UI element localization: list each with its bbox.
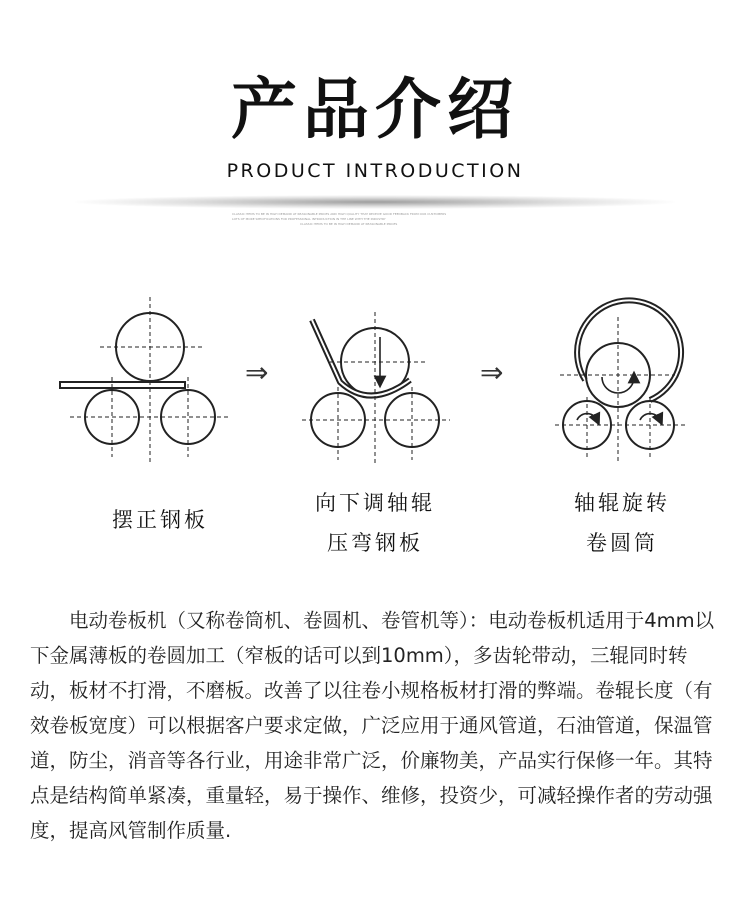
step1-steel-plate bbox=[60, 382, 185, 388]
step2-label-line1: 向下调轴辊 bbox=[315, 491, 435, 515]
fine-print-line-1: CLASSIC ITEMS TO BE IN HIGH DEMAND AT REASONABLE PRICES AND HIGH QUALITY THAT RECEIVE GOOD FEEDBACK FROM OUR CUSTOMERS bbox=[232, 212, 447, 216]
step1-rollers-diagram bbox=[60, 297, 230, 462]
arrow-2: ⇒ bbox=[480, 356, 504, 389]
fine-print-line-3: CLASSIC ITEMS TO BE IN HIGH DEMAND AT REASONABLE PRICES bbox=[300, 222, 398, 226]
step2-label-line2: 压弯钢板 bbox=[327, 531, 423, 555]
title-divider-shadow bbox=[75, 195, 675, 209]
step2-label bbox=[280, 486, 470, 560]
step3-label bbox=[527, 486, 717, 560]
step1-label bbox=[65, 503, 255, 537]
page-subtitle: PRODUCT INTRODUCTION bbox=[226, 160, 524, 182]
fine-print-line-2: LOTS OF MORE SPECIFICATIONS FOR PROFESSIONAL INTRODUCTION IN THE LINE WITH THE INDUSTRY bbox=[232, 217, 386, 221]
step1-label-line1: 摆正钢板 bbox=[112, 508, 208, 532]
step3-label-line1: 轴辊旋转 bbox=[574, 491, 670, 515]
product-description-text: 电动卷板机（又称卷筒机、卷圆机、卷管机等）：电动卷板机适用于4mm以下金属薄板的卷圆加工（窄板的话可以到10mm），多齿轮带动，三辊同时转动，板材不打滑，不磨板。改善了以往卷小规格板材打滑的弊端。卷辊长度（有效卷板宽度）可以根据客户要求定做，广泛应用于通风管道，石油管道，保温管道，防尘，消音等各行业，用途非常广泛，价廉物美，产品实行保修一年。其特点是结构简单紧凑，重量轻，易于操作、维修，投资少，可减轻操作者的劳动强度，提高风管制作质量. bbox=[30, 609, 715, 842]
arrow-1: ⇒ bbox=[245, 356, 269, 389]
step2-rollers-diagram bbox=[302, 312, 450, 464]
rolling-process-diagram bbox=[40, 292, 710, 472]
step3-rollers-diagram bbox=[555, 300, 685, 464]
page-title: 产品介绍 bbox=[231, 71, 519, 148]
product-description bbox=[30, 603, 722, 848]
step3-label-line2: 卷圆筒 bbox=[586, 531, 658, 555]
